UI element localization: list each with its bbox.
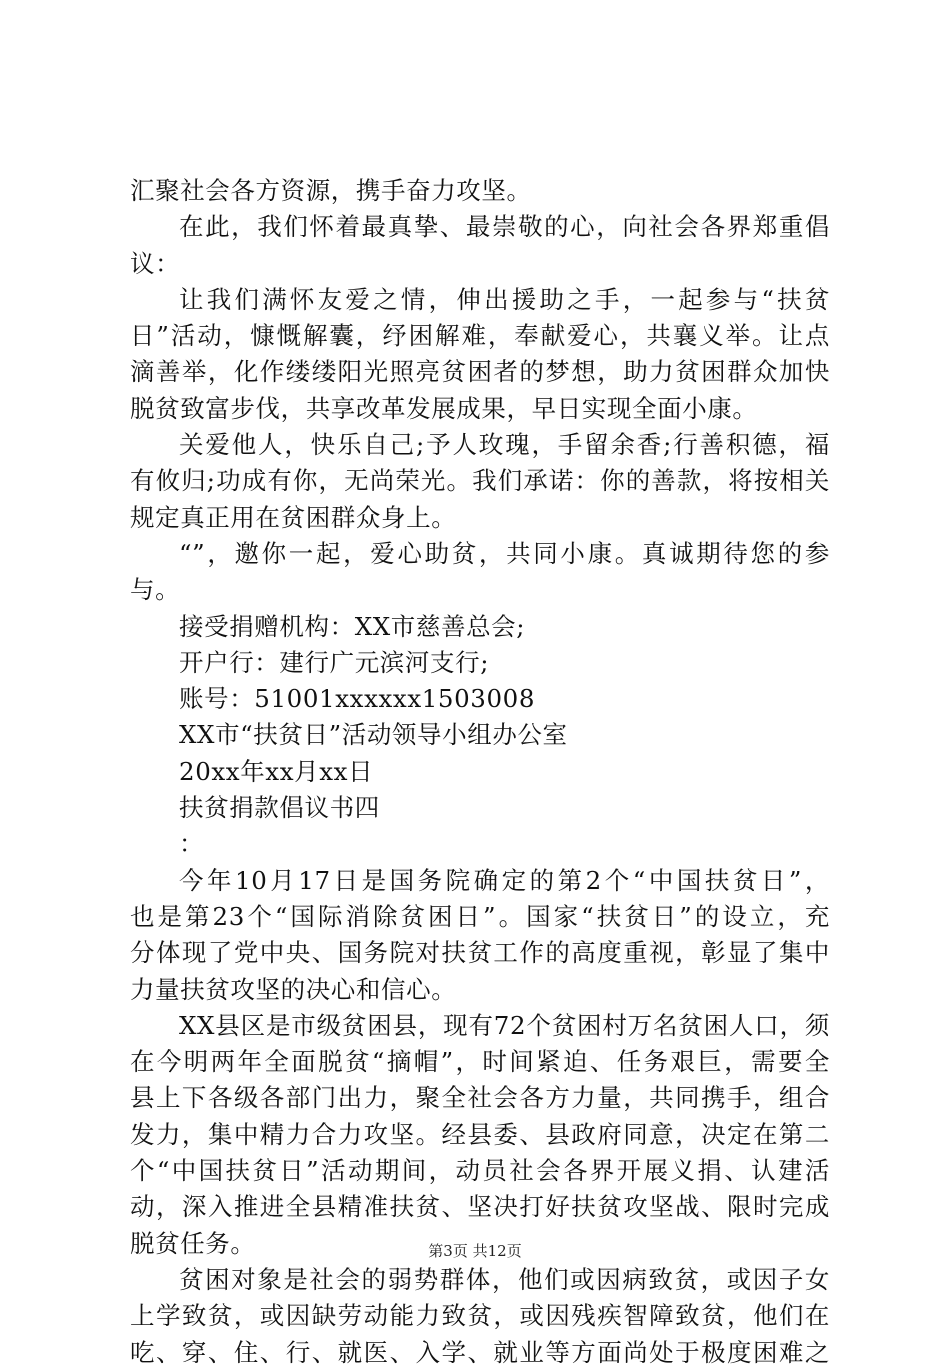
text-line: 发力，集中精力合力攻坚。经县委、县政府同意，决定在第二 <box>130 1119 830 1149</box>
page-number: 第3页 共12页 <box>428 1242 522 1260</box>
text-line: 有攸归;功成有你，无尚荣光。我们承诺：你的善款，将按相关 <box>130 466 830 496</box>
text-line: 脱贫致富步伐，共享改革发展成果，早日实现全面小康。 <box>130 393 758 423</box>
text-line: 在今明两年全面脱贫“摘帽”，时间紧迫、任务艰巨，需要全 <box>130 1047 830 1077</box>
text-line: 县上下各级各部门出力，聚全社会各方力量，共同携手，组合 <box>130 1083 830 1113</box>
text-line: 汇聚社会各方资源，携手奋力攻坚。 <box>130 176 532 205</box>
text-line: 账号：51001xxxxxx1503008 <box>179 684 536 714</box>
document-body <box>130 173 830 1371</box>
text-line: 脱贫任务。 <box>130 1228 256 1258</box>
text-line: 今年10月17日是国务院确定的第2个“中国扶贫日”， <box>179 865 830 895</box>
text-line: 上学致贫，或因缺劳动能力致贫，或因残疾智障致贫，他们在 <box>130 1301 830 1331</box>
text-line: 动，深入推进全县精准扶贫、坚决打好扶贫攻坚战、限时完成 <box>130 1192 830 1222</box>
text-line: “”，邀你一起，爱心助贫，共同小康。真诚期待您的参 <box>179 538 830 568</box>
text-line: ： <box>179 829 205 859</box>
text-line: 滴善举，化作缕缕阳光照亮贫困者的梦想，助力贫困群众加快 <box>130 357 830 387</box>
text-line: 接受捐赠机构：XX市慈善总会; <box>179 611 526 641</box>
text-line: 让我们满怀友爱之情，伸出援助之手，一起参与“扶贫 <box>179 284 830 314</box>
text-line: 也是第23个“国际消除贫困日”。国家“扶贫日”的设立，充 <box>130 901 830 931</box>
text-line: 关爱他人，快乐自己;予人玫瑰，手留余香;行善积德，福 <box>179 430 830 460</box>
text-line: 个“中国扶贫日”活动期间，动员社会各界开展义捐、认建活 <box>130 1156 830 1186</box>
text-line: 开户行：建行广元滨河支行; <box>179 647 490 677</box>
text-line: 议： <box>130 248 181 278</box>
text-line: 吃、穿、住、行、就医、入学、就业等方面尚处于极度困难之 <box>130 1337 830 1367</box>
text-line: 20xx年xx月xx日 <box>179 756 374 786</box>
text-line: 与。 <box>130 575 181 605</box>
text-line: 贫困对象是社会的弱势群体，他们或因病致贫，或因子女 <box>179 1264 830 1294</box>
text-line: XX市“扶贫日”活动领导小组办公室 <box>179 720 568 750</box>
text-line: 扶贫捐款倡议书四 <box>179 793 380 823</box>
text-line: 规定真正用在贫困群众身上。 <box>130 502 457 532</box>
text-line: 力量扶贫攻坚的决心和信心。 <box>130 974 457 1004</box>
text-line: 在此，我们怀着最真挚、最崇敬的心，向社会各界郑重倡 <box>179 212 830 242</box>
text-line: 分体现了党中央、国务院对扶贫工作的高度重视，彰显了集中 <box>130 938 830 968</box>
text-line: 日”活动，慷慨解囊，纾困解难，奉献爱心，共襄义举。让点 <box>130 321 830 351</box>
text-line: XX县区是市级贫困县，现有72个贫困村万名贫困人口，须 <box>179 1010 830 1040</box>
